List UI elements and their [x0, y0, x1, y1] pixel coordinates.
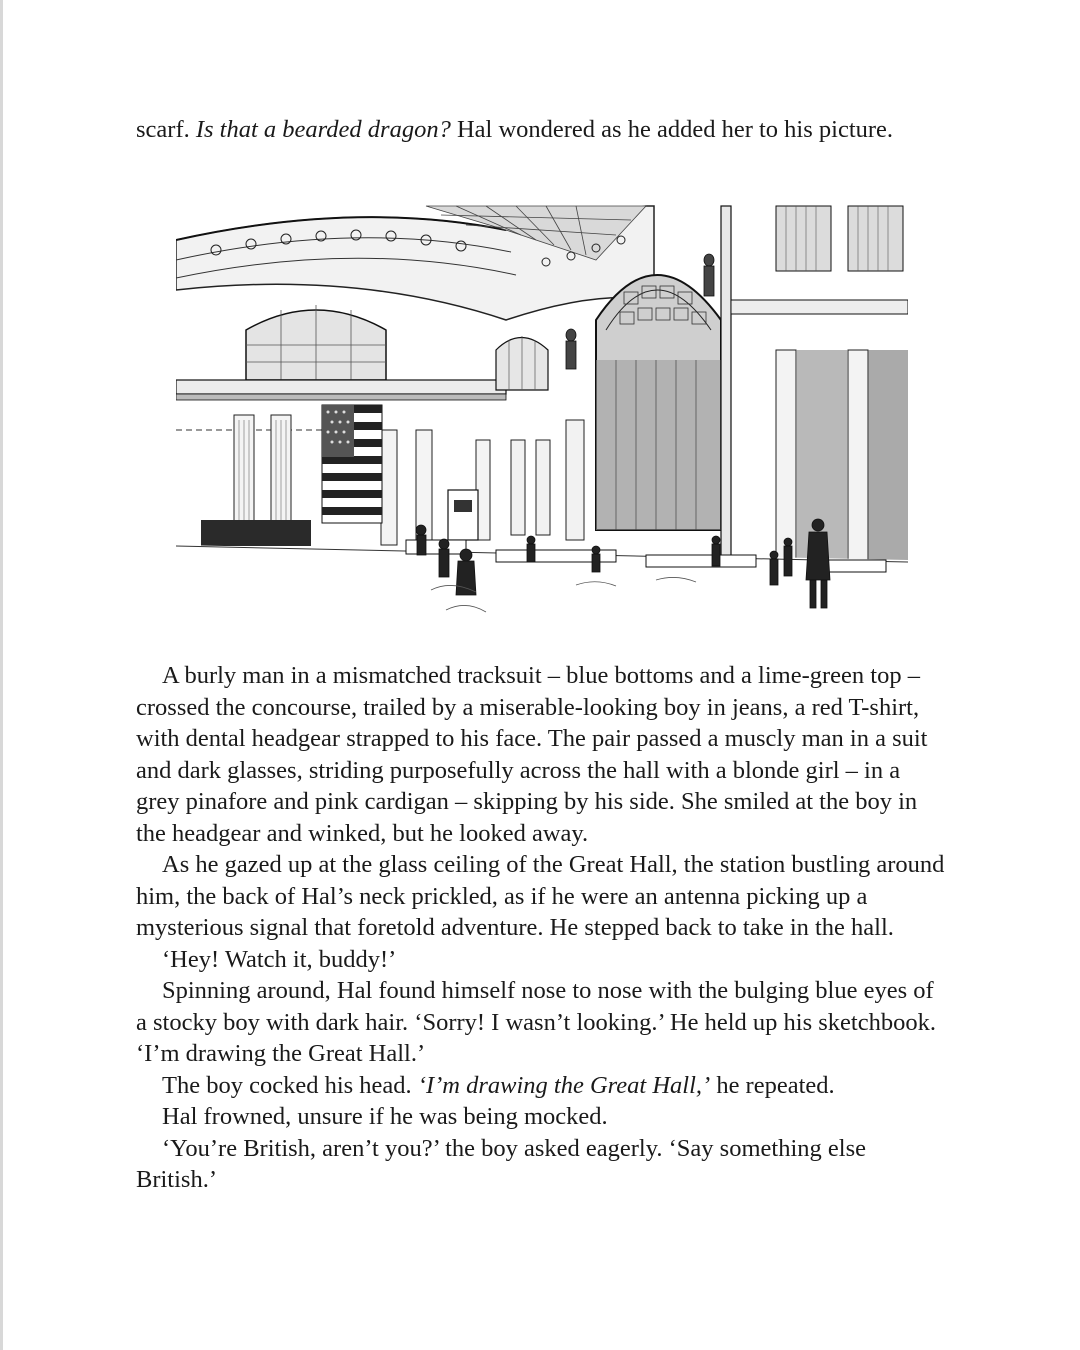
- top-paragraph-block: [136, 114, 946, 146]
- top-paragraph: [136, 114, 946, 146]
- top-paragraph-italic: Is that a bearded dragon?: [195, 116, 451, 143]
- paragraph-frowned: Hal frowned, unsure if he was being mocked.: [162, 1103, 608, 1130]
- body-text: [136, 660, 946, 1196]
- paragraph-british: ‘You’re British, aren’t you?’ the boy asked eagerly. ‘Say something else British.’: [136, 1134, 866, 1193]
- great-hall-drawing: [176, 200, 908, 630]
- top-paragraph-end: Hal wondered as he added her to his picture.: [450, 116, 894, 143]
- great-hall-illustration: [176, 200, 908, 630]
- cocked-head-start: The boy cocked his head.: [162, 1071, 418, 1099]
- paragraph-tracksuit: A burly man in a mismatched tracksuit – blue bottoms and a lime-green top – crossed the concourse, trailed by a miserable-looking boy in jeans, a red T-shirt, with dental headgear strapped to his face. The pair passed a muscly man in a suit and dark glasses, striding purposefully across the hall with a blonde girl – in a grey pinafore and pink cardigan – skipping by his side. She smiled at the boy in the headgear and winked, but he looked away.: [136, 662, 928, 847]
- page-edge: [0, 0, 3, 1350]
- paragraph-glass-ceiling: As he gazed up at the glass ceiling of the Great Hall, the station bustling around him, the back of Hal’s neck prickled, as if he were an antenna picking up a mysterious signal that foretold adventure. He stepped back to take in the hall.: [136, 851, 945, 941]
- top-paragraph-start: scarf.: [136, 116, 196, 143]
- cocked-head-italic: ‘I’m drawing the Great Hall,’: [417, 1071, 711, 1099]
- paragraph-spinning-around: Spinning around, Hal found himself nose to nose with the bulging blue eyes of a stocky boy with dark hair. ‘Sorry! I wasn’t looking.’ He held up his sketchbook. ‘I’m drawing the Great Hall.’: [136, 977, 936, 1067]
- paragraph-cocked-head: [136, 1070, 946, 1102]
- cocked-head-end: he repeated.: [710, 1071, 835, 1099]
- paragraph-watch-it: ‘Hey! Watch it, buddy!’: [162, 945, 397, 973]
